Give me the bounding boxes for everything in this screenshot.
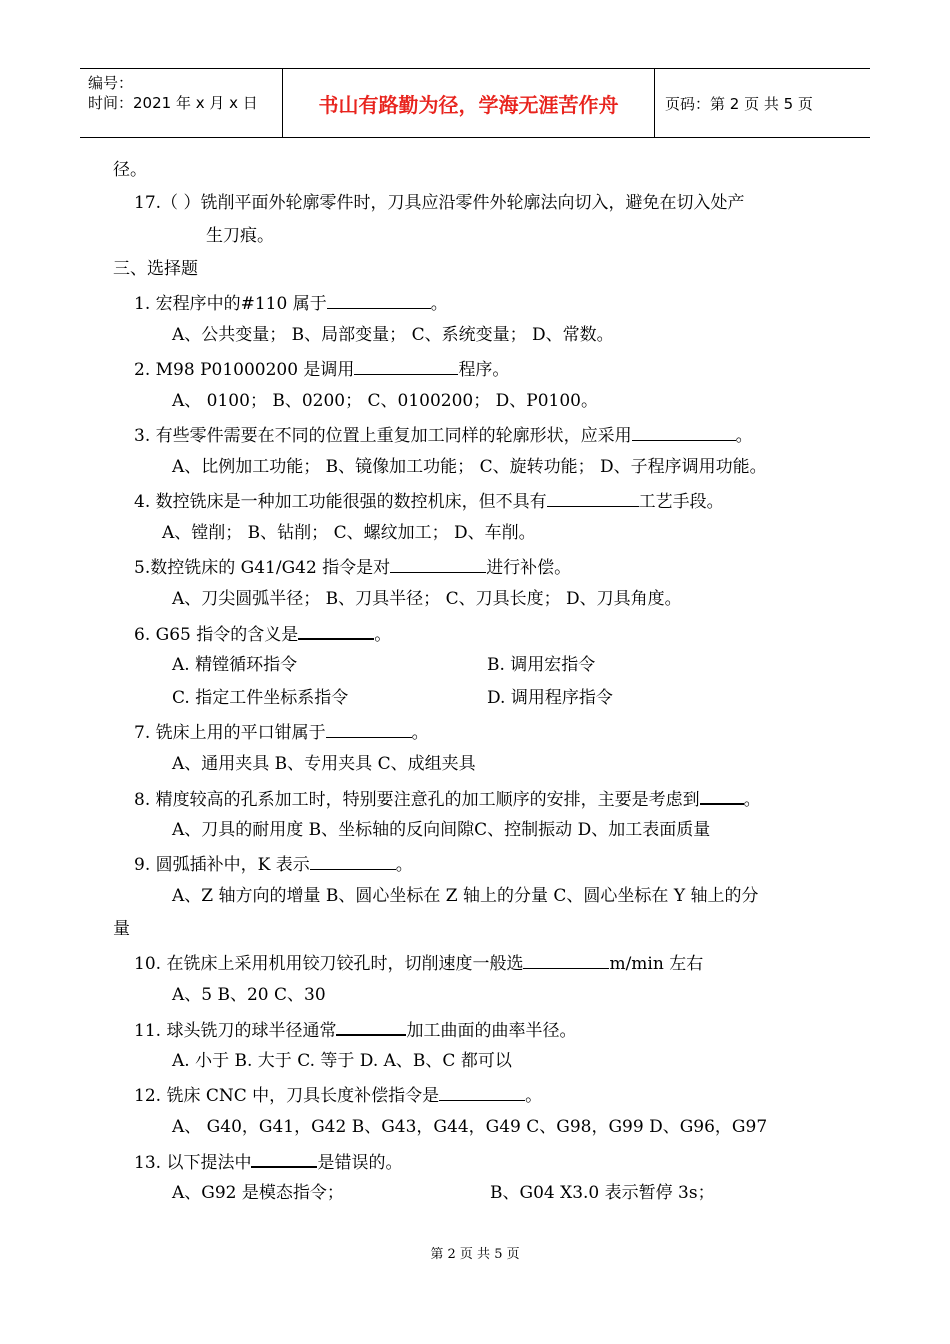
question-10-options: A、5 B、20 C、30 [172,985,326,1005]
time-label: 时间：2021 年 x 月 x 日 [88,94,258,112]
page-number-cell [655,69,870,137]
question-text: 3. 有些零件需要在不同的位置上重复加工同样的轮廓形状，应采用 [134,426,632,446]
question-text: 7. 铣床上用的平口钳属于 [134,723,326,743]
question-2-options: A、 0100； B、0200； C、0100200； D、P0100。 [172,391,598,411]
question-suffix: 进行补偿。 [486,558,572,578]
question-9-options: A、Z 轴方向的增量 B、圆心坐标在 Z 轴上的分量 C、圆心坐标在 Y 轴上的分 [172,886,759,906]
question-7-options: A、通用夹具 B、专用夹具 C、成组夹具 [172,754,476,774]
question-suffix: 。 [411,723,429,743]
header-info-cell [80,69,282,137]
question-suffix: 。 [395,855,413,875]
question-suffix: 加工曲面的曲率半径。 [406,1021,577,1041]
answer-blank [439,1082,525,1101]
question-13 [134,1148,402,1175]
question-suffix: 。 [374,625,392,645]
question-5-options: A、刀尖圆弧半径； B、刀具半径； C、刀具长度； D、刀具角度。 [172,589,682,609]
answer-blank [326,719,412,738]
question-text: 1. 宏程序中的#110 属于 [134,294,327,314]
question-8-options: A、刀具的耐用度 B、坐标轴的反向间隙C、控制振动 D、加工表面质量 [172,820,711,840]
answer-blank [336,1016,406,1036]
question-suffix: 。 [743,790,761,810]
question-text: 6. G65 指令的含义是 [134,625,299,645]
question-text: 13. 以下提法中 [134,1153,252,1173]
question-suffix: 。 [735,426,753,446]
question-2 [134,356,509,382]
answer-blank [632,422,736,441]
question-suffix: 。 [430,294,448,314]
section-heading: 三、选择题 [113,259,198,279]
question-text: 12. 铣床 CNC 中，刀具长度补偿指令是 [134,1086,440,1106]
question-8 [134,785,761,812]
question-text: 2. M98 P01000200 是调用 [134,360,355,380]
question-17-line2: 生刀痕。 [206,226,274,246]
question-4 [134,488,724,514]
question-6-option-b: B. 调用宏指令 [487,655,596,675]
question-text: 5.数控铣床的 G41/G42 指令是对 [134,558,391,578]
question-12 [134,1082,542,1108]
question-text: 8. 精度较高的孔系加工时，特别要注意孔的加工顺序的安排，主要是考虑到 [134,790,700,810]
question-suffix: 是错误的。 [317,1153,403,1173]
answer-blank [310,851,396,870]
question-10 [134,950,703,976]
question-suffix: 。 [525,1086,543,1106]
answer-blank [547,488,639,507]
question-1-options: A、公共变量； B、局部变量； C、系统变量； D、常数。 [172,325,614,345]
answer-blank [390,554,486,573]
question-12-options: A、 G40，G41，G42 B、G43，G44，G49 C、G98，G99 D、G96，G97 [172,1117,768,1137]
answer-blank [523,950,609,969]
question-suffix: 工艺手段。 [638,492,724,512]
question-text: 11. 球头铣刀的球半径通常 [134,1021,337,1041]
page-header [80,68,870,138]
question-6-option-c: C. 指定工件坐标系指令 [172,688,349,708]
answer-blank [298,620,374,640]
question-13-option-a: A、G92 是模态指令； [172,1183,344,1203]
question-17-line1: 17.（ ）铣削平面外轮廓零件时，刀具应沿零件外轮廓法向切入，避免在切入处产 [134,193,745,213]
answer-blank [700,785,744,805]
page-footer: 第 2 页 共 5 页 [430,1247,520,1262]
question-11-options: A. 小于 B. 大于 C. 等于 D. A、B、C 都可以 [172,1051,512,1071]
question-text: 10. 在铣床上采用机用铰刀铰孔时，切削速度一般选 [134,954,524,974]
answer-blank [354,356,458,375]
continued-text: 径。 [113,160,147,180]
question-5 [134,554,571,580]
question-6-option-a: A. 精镗循环指令 [172,655,298,675]
question-4-options: A、镗削； B、钻削； C、螺纹加工； D、车削。 [162,523,536,543]
question-13-option-b: B、G04 X3.0 表示暂停 3s； [490,1183,715,1203]
question-3 [134,422,753,448]
question-7 [134,719,429,745]
question-11 [134,1016,576,1043]
question-9 [134,851,413,877]
question-3-options: A、比例加工功能； B、镜像加工功能； C、旋转功能； D、子程序调用功能。 [172,457,767,477]
answer-blank [327,290,431,309]
motto-cell [282,69,655,137]
question-9-options-wrap: 量 [113,919,130,939]
number-label: 编号： [88,74,134,92]
answer-blank [251,1148,317,1168]
page-label: 页码：第 2 页 共 5 页 [665,94,813,113]
question-text: 9. 圆弧插补中，K 表示 [134,855,310,875]
motto-text: 书山有路勤为径，学海无涯苦作舟 [318,92,619,117]
question-6-option-d: D. 调用程序指令 [487,688,613,708]
question-text: 4. 数控铣床是一种加工功能很强的数控机床，但不具有 [134,492,547,512]
question-suffix: 程序。 [458,360,510,380]
question-suffix: m/min 左右 [609,954,704,974]
question-1 [134,290,448,316]
question-6 [134,620,391,647]
